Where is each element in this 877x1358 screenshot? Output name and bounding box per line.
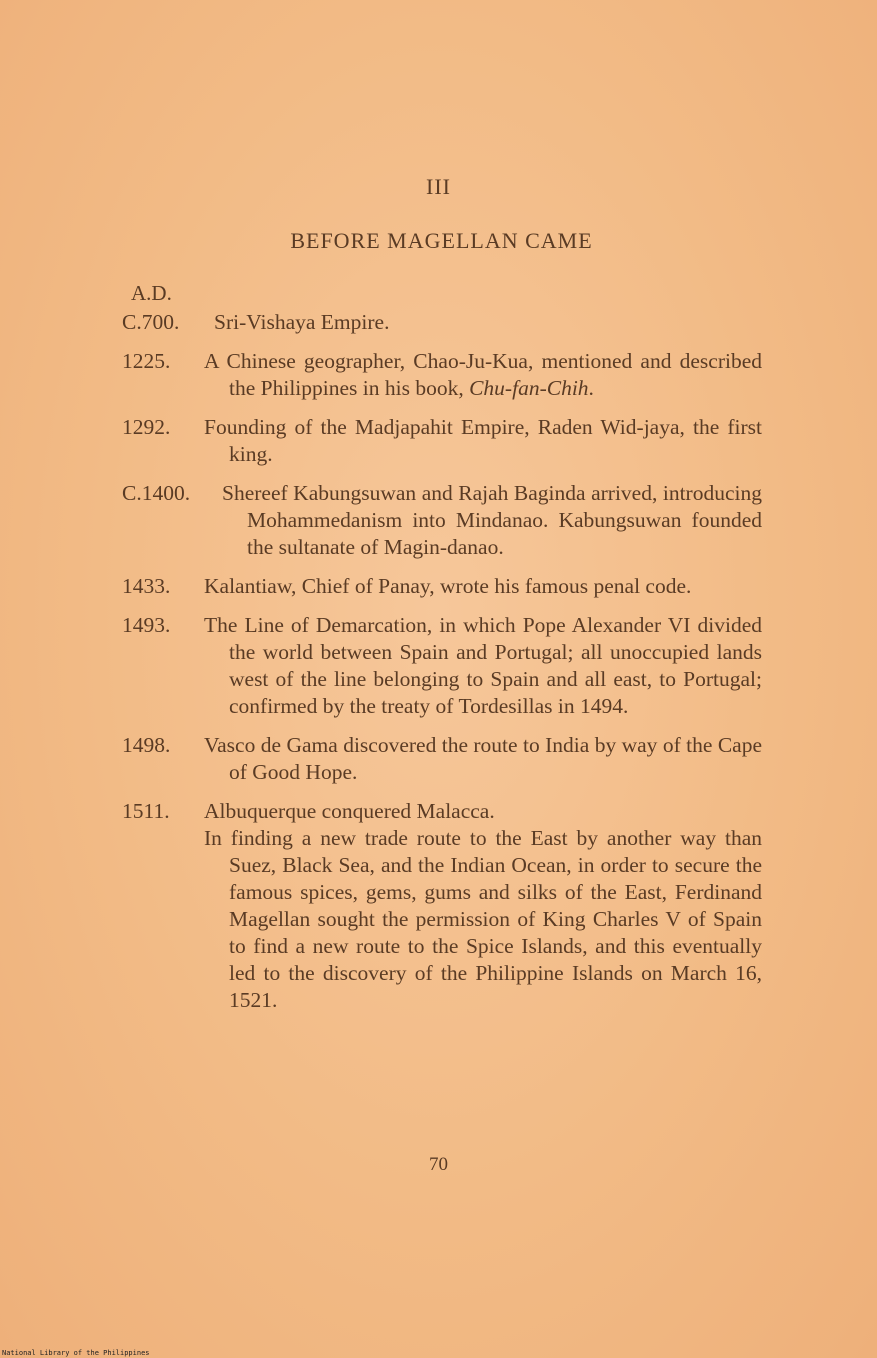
entry-text: Shereef Kabungsuwan and Rajah Baginda arrived, introducing Mohammedanism into Mindanao. Kabungsuwan founded the sultanate of Magin-danao. (222, 481, 762, 559)
entry-text: Vasco de Gama discovered the route to India by way of the Cape of Good Hope. (204, 733, 762, 784)
entry-text: Kalantiaw, Chief of Panay, wrote his famous penal code. (204, 574, 692, 598)
chapter-title: BEFORE MAGELLAN CAME (290, 228, 593, 253)
entry-text: Founding of the Madjapahit Empire, Raden Wid-jaya, the first king. (204, 415, 762, 466)
page-number: 70 (429, 1154, 448, 1175)
entry-year: 1225. (122, 349, 171, 373)
entry-year: 1292. (122, 415, 171, 439)
entry-text-end: . (588, 376, 594, 400)
timeline-entry (122, 309, 762, 336)
era-label: A.D. (131, 281, 172, 305)
closing-paragraph: In finding a new trade route to the East by another way than Suez, Black Sea, and the Indian Ocean, in order to secure the famous spices, gems, gums and silks of the East, Ferdinand Magellan sought the permission of King Charles V of Spain to find a new route to the Spice Islands, and this eventually led to the discovery of the Philippine Islands on March 16, 1521. (204, 826, 762, 1012)
timeline-entry (122, 480, 762, 561)
timeline-entry (122, 732, 762, 786)
entry-year: 1511. (122, 799, 170, 823)
timeline-entry (122, 348, 762, 402)
entry-text: The Line of Demarcation, in which Pope Alexander VI divided the world between Spain and Portugal; all unoccupied lands west of the line belonging to Spain and all east, to Portugal; confirmed by the treaty of Tordesillas in 1494. (204, 613, 762, 718)
timeline-entry (122, 612, 762, 720)
entry-year: 1433. (122, 574, 171, 598)
entry-year: C.700. (122, 310, 180, 334)
timeline-entry (122, 573, 762, 600)
entry-text-main: A Chinese geographer, Chao-Ju-Kua, mentioned and described the Philippines in his book, (204, 349, 762, 400)
entry-year: 1493. (122, 613, 171, 637)
entry-year: 1498. (122, 733, 171, 757)
timeline-list (122, 309, 762, 1014)
entry-text: Albuquerque conquered Malacca. (204, 799, 495, 823)
timeline-entry (122, 798, 762, 825)
entry-text: Sri-Vishaya Empire. (214, 310, 390, 334)
timeline-entry (122, 414, 762, 468)
entry-year: C.1400. (122, 481, 191, 505)
footer-credit: National Library of the Philippines (2, 1349, 150, 1357)
chapter-number: III (426, 174, 451, 199)
entry-text (204, 348, 762, 402)
book-title: Chu-fan-Chih (469, 376, 589, 400)
